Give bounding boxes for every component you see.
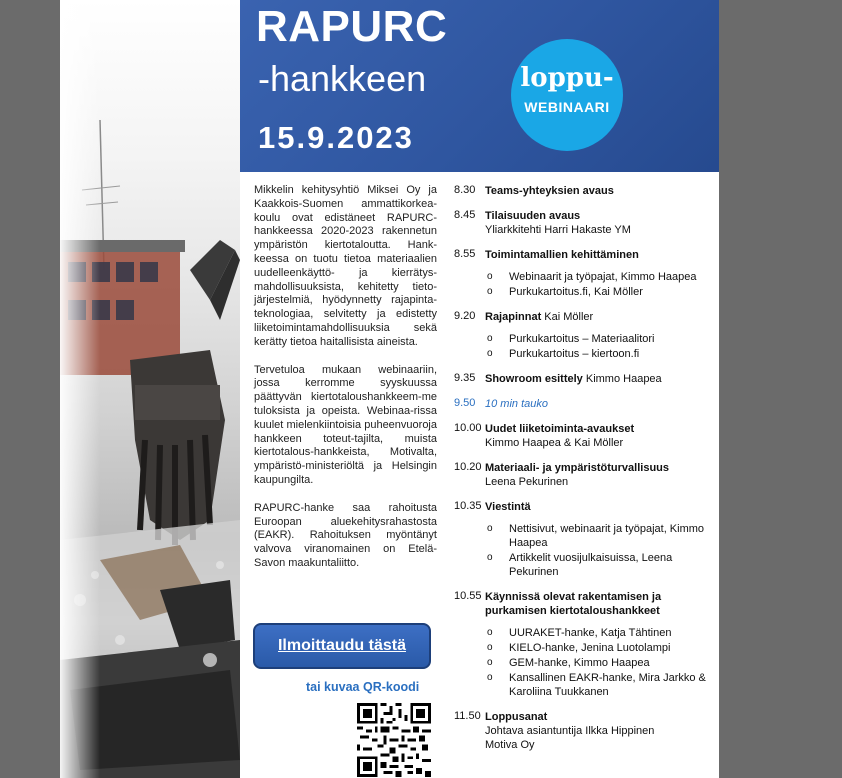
schedule-bullet: o Artikkelit vuosijulkaisuissa, Leena Pekurinen: [487, 551, 719, 579]
photo-edge-fade: [60, 0, 100, 778]
demolition-photo: [60, 0, 240, 778]
schedule-heading: [485, 184, 719, 198]
schedule-time: 10.35: [454, 500, 482, 512]
schedule-time: 8.45: [454, 209, 476, 221]
schedule-item: [454, 310, 719, 361]
schedule-bullet: o Webinaarit ja työpajat, Kimmo Haapea: [487, 270, 719, 284]
schedule-title: Viestintä: [485, 501, 531, 513]
schedule-time: 11.50: [454, 710, 481, 722]
schedule-item: [454, 248, 719, 299]
schedule-body: [485, 310, 719, 324]
schedule-heading: [485, 372, 719, 386]
schedule-bullet: o Purkukartoitus – kiertoon.fi: [487, 347, 719, 361]
schedule-item: [454, 372, 719, 386]
schedule-list: [454, 184, 719, 763]
schedule-title: Rajapinnat: [485, 311, 542, 323]
page-subtitle: -hankkeen: [258, 58, 427, 99]
schedule-time: 10.20: [454, 461, 482, 473]
schedule-time: 10.00: [454, 422, 482, 434]
event-date: 15.9.2023: [258, 120, 414, 155]
schedule-speaker: Yliarkkitehti Harri Hakaste YM: [485, 224, 631, 236]
schedule-title: Materiaali- ja ympäristöturvallisuus: [485, 462, 670, 474]
schedule-heading: [485, 209, 719, 223]
schedule-bullet: o Kansallinen EAKR-hanke, Mira Jarkko & Karoliina Tuukkanen: [487, 671, 719, 699]
page-title: RAPURC: [256, 2, 448, 51]
schedule-bullets: [487, 522, 719, 579]
schedule-body: [485, 209, 719, 237]
schedule-body: [485, 248, 719, 262]
schedule-bullet: o KIELO-hanke, Jenina Luotolampi: [487, 641, 719, 655]
schedule-title: Käynnissä olevat rakentamisen ja purkamisen kiertotaloushankkeet: [485, 591, 662, 617]
schedule-item: [454, 209, 719, 237]
schedule-detail: 10 min tauko: [485, 398, 548, 410]
schedule-item: [454, 710, 719, 752]
schedule-detail: Kimmo Haapea: [582, 373, 662, 385]
schedule-bullet: o Purkukartoitus.fi, Kai Möller: [487, 285, 719, 299]
schedule-item: [454, 422, 719, 450]
schedule-speaker: Johtava asiantuntija Ilkka Hippinen: [485, 725, 655, 737]
schedule-heading: [485, 500, 719, 514]
intro-paragraph-1: Mikkelin kehitysyhtiö Miksei Oy ja Kaakkois-Suomen ammattikorkea-koulu ovat edistäneet RAPURC-hankkeessa 2020-2023 rakennetun ympäristön kiertotaloutta. Hank-keessa on tuotu tietoa materiaalien uudelleenkäyttö- ja kierrätys-mahdollisuuksista, kehitetty tieto-järjestelmiä, hyödynnetty rajapinta-teknologiaa, selvitetty ja edistetty liiketoimintamahdollisuuksia sekä kerätty tietoa haitallisista aineista.: [254, 184, 437, 348]
intro-paragraph-2: Tervetuloa mukaan webinaariin, jossa kerromme syyskuussa päättyvän kiertotaloushankkeem-me tuloksista ja opeista. Webinaa-rissa kuulet mielenkiintoisia puheenvuoroja hankkeen toteut-tajilta, muista kiertotalous-hankkeista, Motivalta, ympäristö-ministeriöltä ja Helsingin kaupungilta.: [254, 363, 437, 486]
schedule-body: [485, 500, 719, 514]
schedule-title: Tilaisuuden avaus: [485, 210, 581, 222]
schedule-body: [485, 461, 719, 489]
schedule-title: Uudet liiketoiminta-avaukset: [485, 423, 635, 435]
schedule-item: [454, 590, 719, 699]
schedule-item: [454, 184, 719, 198]
schedule-title: Showroom esittely: [485, 373, 583, 385]
schedule-bullet: o Nettisivut, webinaarit ja työpajat, Kimmo Haapea: [487, 522, 719, 550]
schedule-heading: [485, 710, 719, 724]
schedule-item: [454, 500, 719, 579]
webinar-badge: [511, 39, 623, 151]
schedule-time: 9.20: [454, 310, 476, 322]
intro-text: [254, 184, 437, 585]
schedule-body: [485, 397, 719, 411]
schedule-time: 8.55: [454, 248, 476, 260]
schedule-bullets: [487, 626, 719, 699]
schedule-bullet: o GEM-hanke, Kimmo Haapea: [487, 656, 719, 670]
schedule-item: [454, 397, 719, 411]
badge-sub-text: WEBINAARI: [524, 99, 610, 115]
schedule-speaker: Leena Pekurinen: [485, 476, 569, 488]
schedule-heading: [485, 590, 719, 618]
schedule-detail: Kai Möller: [541, 311, 594, 323]
schedule-body: [485, 184, 719, 198]
badge-main-text: loppu-: [520, 63, 614, 93]
schedule-title: Loppusanat: [485, 711, 548, 723]
intro-paragraph-3: RAPURC-hanke saa rahoitusta Euroopan aluekehitysrahastosta (EAKR). Rahoituksen myöntänyt valvova viranomainen on Etelä-Savon maakuntaliitto.: [254, 501, 437, 569]
viewer-background-right: [719, 0, 842, 778]
schedule-heading: [485, 310, 719, 324]
schedule-speaker: Kimmo Haapea & Kai Möller: [485, 437, 624, 449]
schedule-body: [485, 372, 719, 386]
schedule-heading: [485, 461, 719, 475]
schedule-body: [485, 422, 719, 450]
schedule-time: 9.50: [454, 397, 476, 409]
schedule-time: 8.30: [454, 184, 476, 196]
schedule-body: [485, 710, 719, 752]
signup-button[interactable]: Ilmoittaudu tästä: [253, 623, 431, 669]
schedule-time: 10.55: [454, 590, 482, 602]
document-page: [60, 0, 719, 778]
schedule-heading: [485, 422, 719, 436]
schedule-body: [485, 590, 719, 618]
schedule-bullets: [487, 332, 719, 361]
schedule-speaker: Motiva Oy: [485, 739, 535, 751]
qr-label: tai kuvaa QR-koodi: [306, 680, 420, 694]
schedule-item: [454, 461, 719, 489]
viewer-background-left: [0, 0, 60, 778]
schedule-bullet: o Purkukartoitus – Materiaalitori: [487, 332, 719, 346]
schedule-bullet: o UURAKET-hanke, Katja Tähtinen: [487, 626, 719, 640]
schedule-heading: [485, 248, 719, 262]
schedule-time: 9.35: [454, 372, 476, 384]
qr-code[interactable]: [357, 703, 431, 777]
schedule-title: Teams-yhteyksien avaus: [485, 185, 614, 197]
schedule-bullets: [487, 270, 719, 299]
schedule-heading: [485, 397, 719, 411]
schedule-title: Toimintamallien kehittäminen: [485, 249, 639, 261]
header-banner: [240, 0, 719, 172]
